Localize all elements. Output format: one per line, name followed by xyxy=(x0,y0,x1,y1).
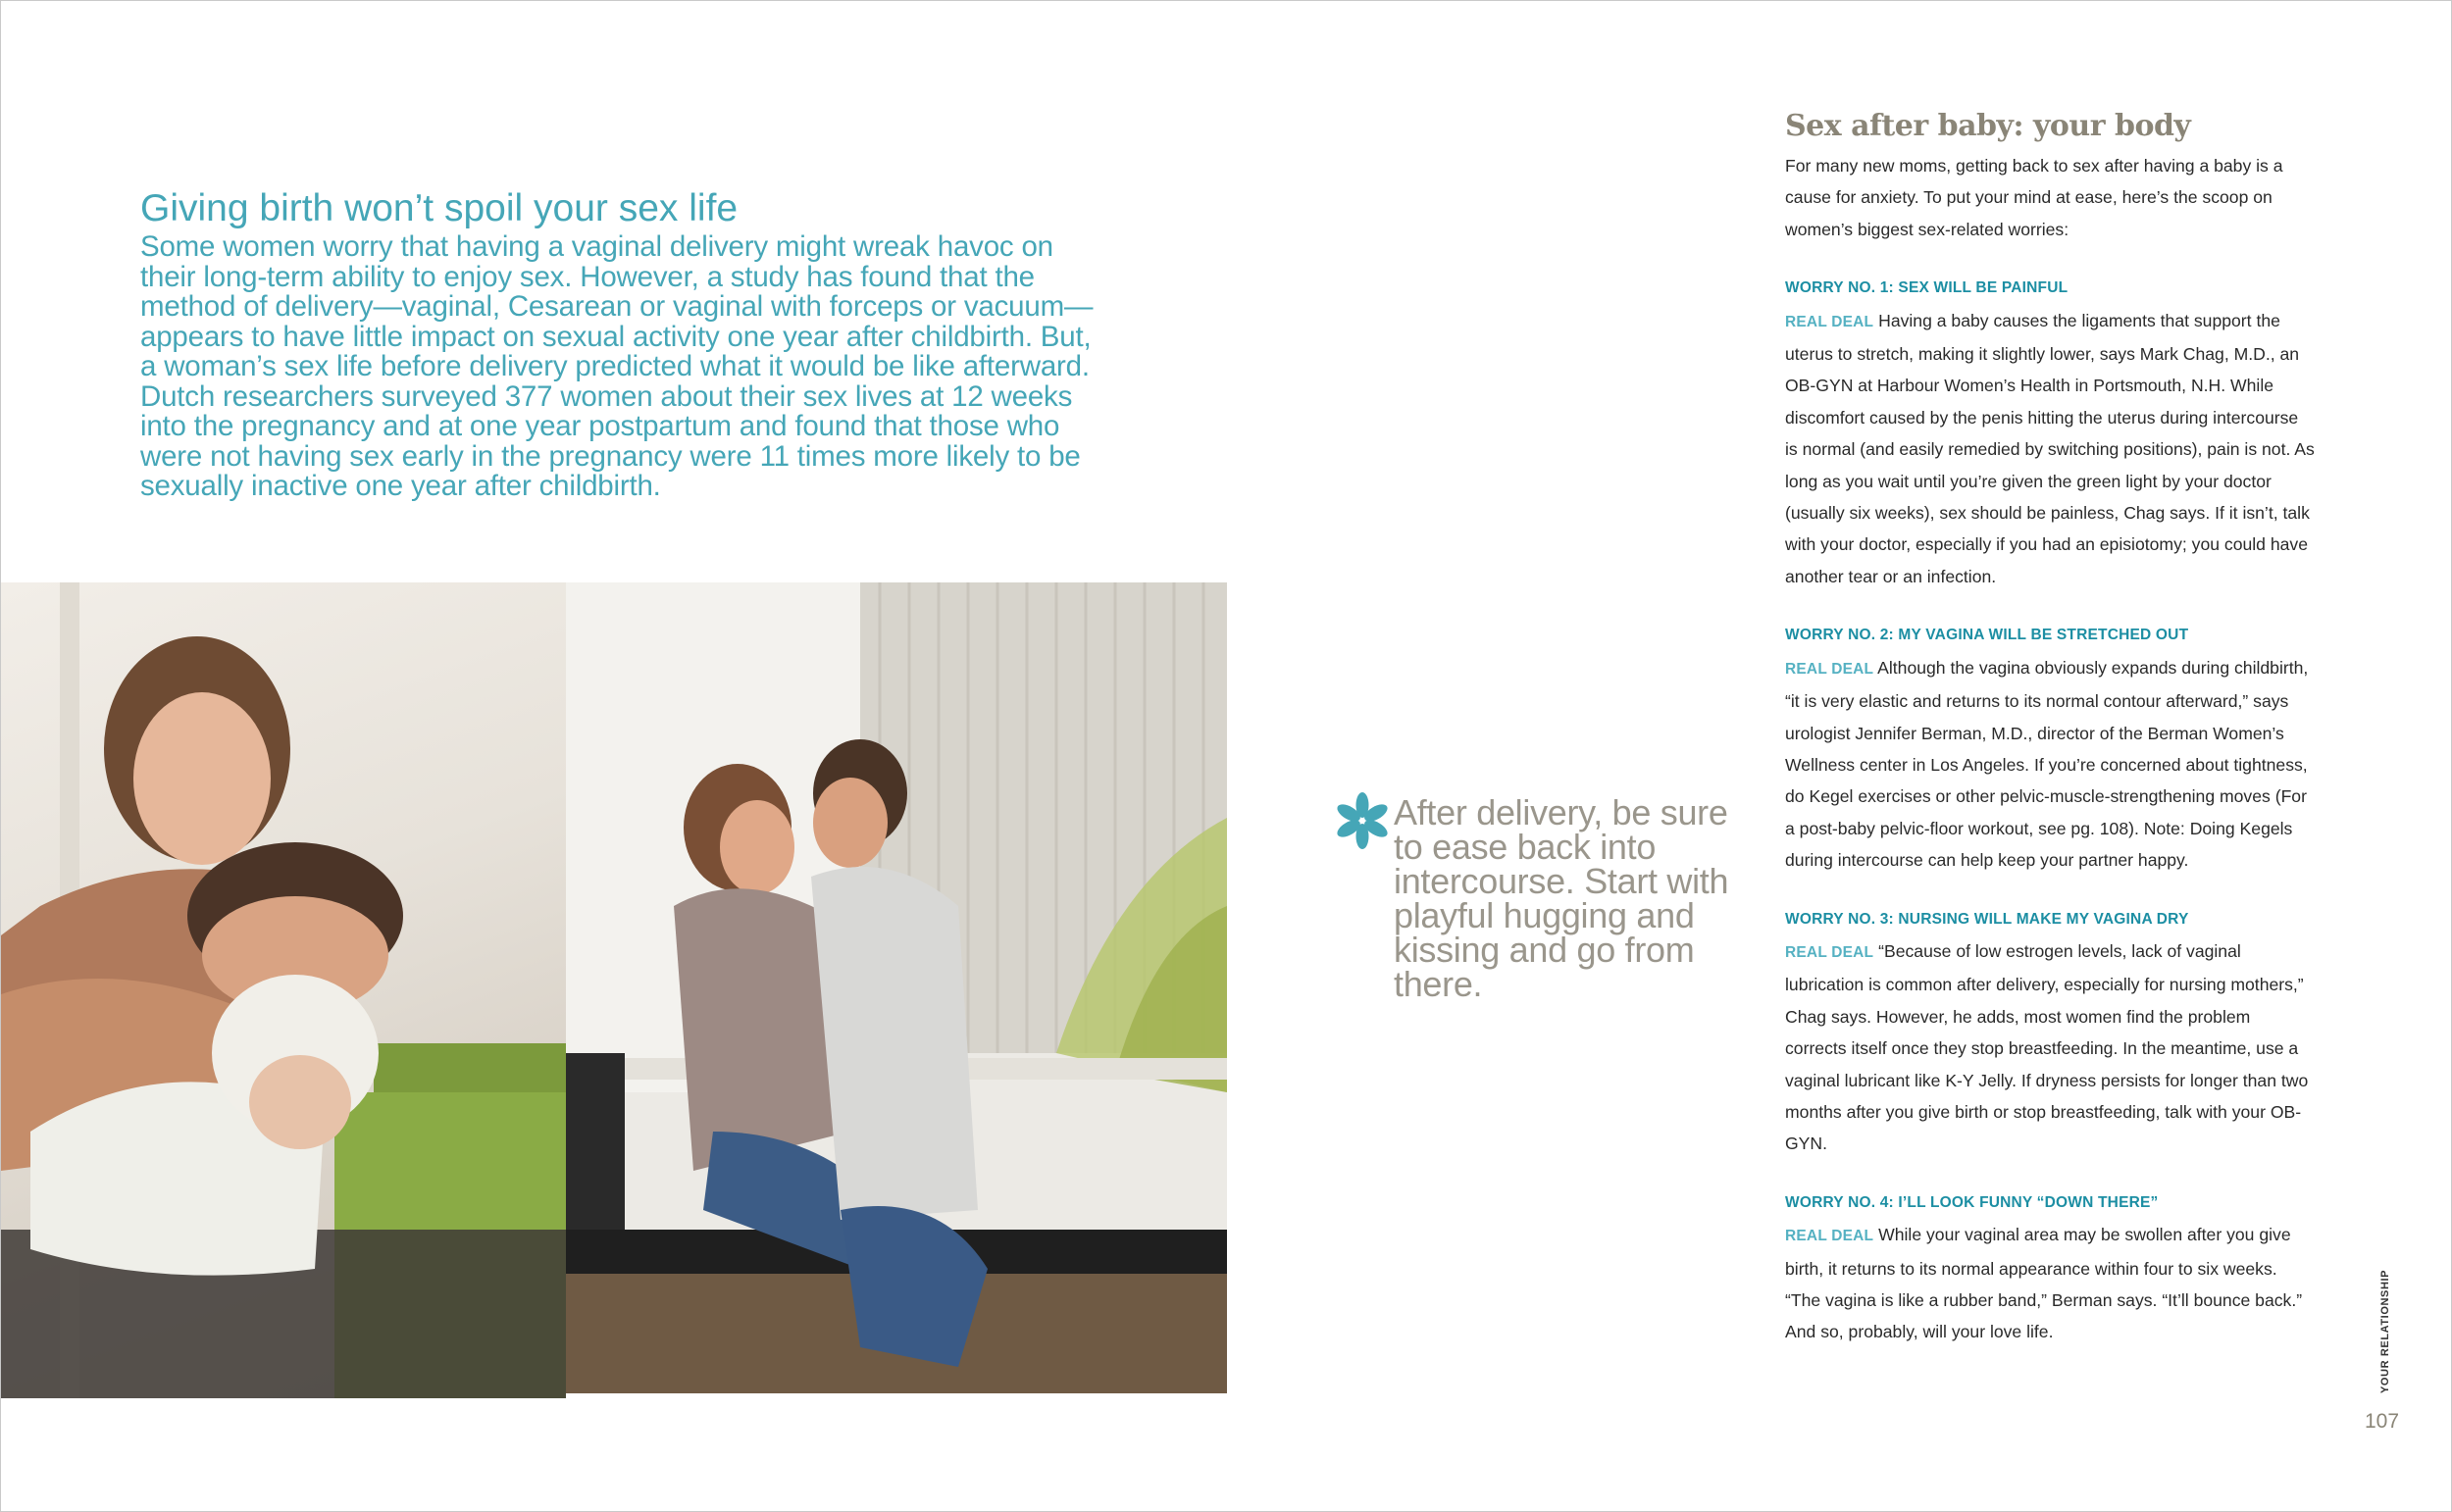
worry-text: While your vaginal area may be swollen after you give birth, it returns to its normal appearance within four to six weeks. “The vagina is like a rubber band,” Berman says. “It’ll bounce back.” And so, probably, will your love life. xyxy=(1785,1225,2303,1342)
asterisk-icon xyxy=(1333,791,1392,850)
article-column xyxy=(1785,103,2315,1348)
worry-heading: WORRY NO. 3: NURSING WILL MAKE MY VAGINA DRY xyxy=(1785,910,2189,928)
section-label: YOUR RELATIONSHIP xyxy=(2379,1269,2391,1393)
worry-body xyxy=(1785,305,2315,593)
photo-couple-kissing xyxy=(566,582,1227,1393)
worry-heading: WORRY NO. 4: I’LL LOOK FUNNY “DOWN THERE” xyxy=(1785,1193,2159,1211)
intro-body: Some women worry that having a vaginal delivery might wreak havoc on their long-term ability to enjoy sex. However, a study has found that the method of delivery—vaginal, Cesarean or vaginal with forceps or vacuum—appears to have little impact on sexual activity one year after childbirth. But, a woman’s sex life before delivery predicted what it would be like afterward. Dutch researchers surveyed 377 women about their sex lives at 12 weeks into the pregnancy and at one year postpartum and found that those who were not having sex early in the pregnancy were 11 times more likely to be sexually inactive one year after childbirth. xyxy=(140,230,1094,502)
pull-quote-text: After delivery, be sure to ease back into intercourse. Start with playful hugging and kissing and go from there. xyxy=(1394,792,1729,1004)
worry-heading: WORRY NO. 1: SEX WILL BE PAINFUL xyxy=(1785,279,2069,297)
worry-body xyxy=(1785,935,2315,1160)
worry-body xyxy=(1785,652,2315,877)
intro-block xyxy=(140,185,1101,502)
intro-title: Giving birth won’t spoil your sex life xyxy=(140,187,739,229)
real-deal-label: REAL DEAL xyxy=(1785,943,1874,961)
worry-text: Although the vagina obviously expands during childbirth, “it is very elastic and returns to its normal contour afterward,” says urologist Jennifer Berman, M.D., director of the Berman Women’s Wellness center in Los Angeles. If you’re concerned about tightness, do Kegel exercises or other pelvic-muscle-strengthening moves (For a post-baby pelvic-floor workout, see pg. 108). Note: Doing Kegels during intercourse can help keep your partner happy. xyxy=(1785,657,2309,871)
article-title: Sex after baby: your body xyxy=(1785,109,2191,143)
page-number: 107 xyxy=(2365,1410,2400,1433)
worry-body xyxy=(1785,1219,2315,1348)
photo-couple-kissing-illustration xyxy=(566,582,1227,1393)
worry-heading: WORRY NO. 2: MY VAGINA WILL BE STRETCHED OUT xyxy=(1785,627,2189,644)
worry-text: “Because of low estrogen levels, lack of vaginal lubrication is common after delivery, especially for nursing mothers,” Chag says. However, he adds, most women find the problem corrects itself once they stop breastfeeding. In the meantime, use a vaginal lubricant like K-Y Jelly. If dryness persists for longer than two months after you give birth or stop breastfeeding, talk with your OB-GYN. xyxy=(1785,940,2309,1154)
real-deal-label: REAL DEAL xyxy=(1785,1228,1874,1245)
worry-text: Having a baby causes the ligaments that support the uterus to stretch, making it slightly lower, says Mark Chag, M.D., an OB-GYN at Harbour Women’s Health in Portsmouth, N.H. While discomfort caused by the penis hitting the uterus during intercourse is normal (and easily remedied by switching positions), pain is not. As long as you wait until you’re given the green light by your doctor (usually six weeks), sex should be painless, Chag says. If it isn’t, talk with your doctor, especially if you had an episiotomy; you could have another tear or an infection. xyxy=(1785,310,2315,586)
real-deal-label: REAL DEAL xyxy=(1785,313,1874,330)
photo-family-couch-illustration xyxy=(1,582,566,1398)
real-deal-label: REAL DEAL xyxy=(1785,660,1874,678)
article-lead: For many new moms, getting back to sex after having a baby is a cause for anxiety. To put your mind at ease, here’s the scoop on women’s biggest sex-related worries: xyxy=(1785,156,2283,239)
photo-family-couch xyxy=(1,582,566,1398)
